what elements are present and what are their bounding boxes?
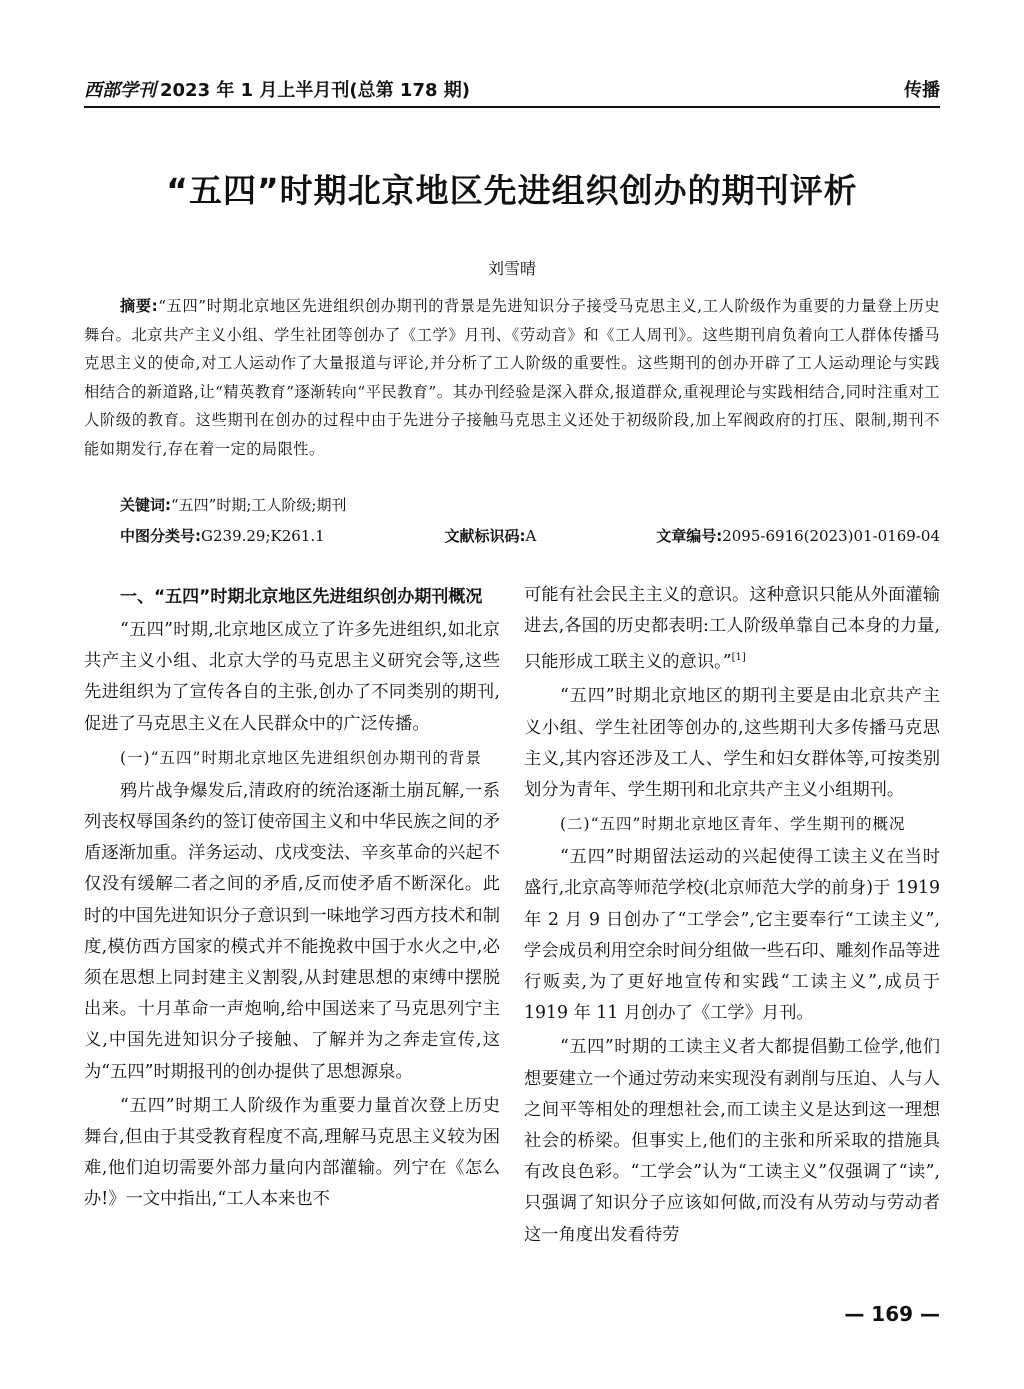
abstract-label: 摘要: (120, 297, 159, 315)
running-header (84, 72, 940, 108)
author-name: 刘雪晴 (487, 259, 536, 278)
subsection-heading-2: (二)“五四”时期北京地区青年、学生期刊的概况 (560, 815, 906, 834)
doc-label: 文献标识码: (444, 527, 526, 545)
clc-value: G239.29;K261.1 (201, 527, 325, 545)
keywords (120, 494, 940, 515)
clc-number (120, 525, 325, 546)
abstract (84, 292, 940, 464)
citation-ref: [1] (731, 652, 746, 664)
paragraph: “五四”时期,北京地区成立了许多先进组织,如北京共产主义小组、北京大学的马克思主义研究会等,这些先进组织为了宣传各自的主张,创办了不同类别的期刊,促进了马克思主义在人民群众中的广泛传播。 (84, 620, 500, 734)
article-label: 文章编号: (656, 527, 723, 545)
article-number (656, 525, 940, 546)
doc-code (445, 525, 537, 546)
paragraph: “五四”时期北京地区的期刊主要是由北京共产主义小组、学生社团等创办的,这些期刊大多传播马克思主义,其内容还涉及工人、学生和妇女群体等,可按类别划分为青年、学生期刊和北京共产主义小组期刊。 (524, 686, 940, 800)
doc-value: A (525, 527, 537, 545)
paragraph: “五四”时期的工读主义者大都提倡勤工俭学,他们想要建立一个通过劳动来实现没有剥削与压迫、人与人之间平等相处的理想社会,而工读主义是达到这一理想社会的桥梁。但事实上,他们的主张和所采取的措施具有改良色彩。“工学会”认为“工读主义”仅强调了“读”,只强调了知识分子应该如何做,而没有从劳动与劳动者这一角度出发看待劳 (524, 1037, 940, 1245)
clc-label: 中图分类号: (120, 527, 201, 545)
paragraph: 鸦片战争爆发后,清政府的统治逐渐土崩瓦解,一系列丧权辱国条约的签订使帝国主义和中华民族之间的矛盾逐渐加重。洋务运动、戊戌变法、辛亥革命的兴起不仅没有缓解二者之间的矛盾,反而使矛盾不断深化。此时的中国先进知识分子意识到一味地学习西方技术和制度,模仿西方国家的模式并不能挽救中国于水火之中,必须在思想上同封建主义割裂,从封建思想的束缚中摆脱出来。十月革命一声炮响,给中国送来了马克思列宁主义,中国先进知识分子接触、了解并为之奔走宣传,这为“五四”时期报刊的创办提供了思想源泉。 (84, 780, 500, 1082)
keywords-label: 关键词: (120, 496, 171, 514)
journal-logo: 西部学刊 (84, 80, 156, 101)
classification-row (120, 525, 940, 546)
paragraph-text: 可能有社会民主主义的意识。这种意识只能从外面灌输进去,各国的历史都表明:工人阶级单靠自己本身的力量,只能形成工联主义的意识。” (524, 585, 940, 673)
section-name: 传播 (904, 80, 940, 101)
issue-info: 2023 年 1 月上半月刊(总第 178 期) (160, 80, 470, 101)
abstract-text: “五四”时期北京地区先进组织创办期刊的背景是先进知识分子接受马克思主义,工人阶级作为重要的力量登上历史舞台。北京共产主义小组、学生社团等创办了《工学》月刊、《劳动音》和《工人周刊》。这些期刊肩负着向工人群体传播马克思主义的使命,对工人运动作了大量报道与评论,并分析了工人阶级的重要性。这些期刊的创办开辟了工人运动理论与实践相结合的新道路,让“精英教育”逐渐转向“平民教育”。其办刊经验是深入群众,报道群众,重视理论与实践相结合,同时注重对工人阶级的教育。这些期刊在创办的过程中由于先进分子接触马克思主义还处于初级阶段,加上军阀政府的打压、限制,期刊不能如期发行,存在着一定的局限性。 (84, 297, 941, 458)
left-column (84, 582, 500, 1219)
paragraph-continued (524, 580, 940, 678)
article-value: 2095-6916(2023)01-0169-04 (722, 527, 940, 545)
keywords-text: “五四”时期;工人阶级;期刊 (171, 496, 347, 514)
section-heading-1: 一、“五四”时期北京地区先进组织创办期刊概况 (120, 587, 483, 607)
right-column (524, 580, 940, 1254)
page-number: — 169 — (844, 1302, 940, 1326)
article-title: “五四”时期北京地区先进组织创办的期刊评析 (166, 171, 858, 210)
subsection-heading-1: (一)“五四”时期北京地区先进组织创办期刊的背景 (120, 748, 482, 767)
paragraph: “五四”时期留法运动的兴起使得工读主义在当时盛行,北京高等师范学校(北京师范大学的前身)于 1919 年 2 月 9 日创办了“工学会”,它主要奉行“工读主义”,学会成员利用空余时间分组做一些石印、雕刻作品等进行贩卖,为了更好地宣传和实践“工读主义”,成员于 1919 年 11 月创办了《工学》月刊。 (524, 847, 940, 1024)
paragraph: “五四”时期工人阶级作为重要力量首次登上历史舞台,但由于其受教育程度不高,理解马克思主义较为困难,他们迫切需要外部力量向内部灌输。列宁在《怎么办!》一文中指出,“工人本来也不 (84, 1095, 500, 1210)
header-left (84, 76, 470, 102)
